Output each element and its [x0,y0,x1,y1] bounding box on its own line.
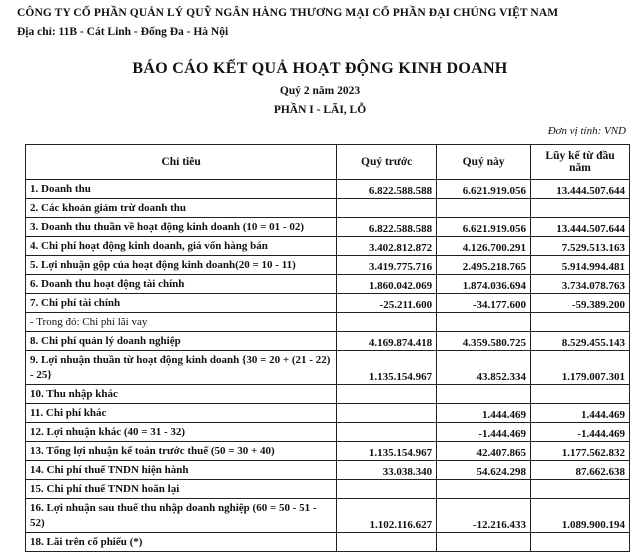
company-name: CÔNG TY CỔ PHẦN QUẢN LÝ QUỸ NGÂN HÀNG THƯƠNG MẠI CỔ PHẦN ĐẠI CHÚNG VIỆT NAM [17,7,559,19]
year-to-date-value: 7.529.513.163 [531,237,630,256]
table-row [26,237,630,256]
year-to-date-value: 5.914.994.481 [531,256,630,275]
row-label: 4. Chi phí hoạt động kinh doanh, giá vốn hàng bán [26,237,337,256]
previous-quarter-value [337,423,437,442]
previous-quarter-value [337,199,437,218]
row-label: - Trong đó: Chi phí lãi vay [26,313,337,332]
year-to-date-value: 13.444.507.644 [531,218,630,237]
row-label: 11. Chi phí khác [26,404,337,423]
year-to-date-value: -1.444.469 [531,423,630,442]
table-row [26,461,630,480]
table-row [26,480,630,499]
table-row [26,385,630,404]
previous-quarter-value [337,313,437,332]
table-row [26,294,630,313]
previous-quarter-value: 1.135.154.967 [337,351,437,385]
year-to-date-value: 87.662.638 [531,461,630,480]
table-row [26,533,630,552]
row-label: 1. Doanh thu [26,180,337,199]
year-to-date-value [531,480,630,499]
previous-quarter-value: 6.822.588.588 [337,180,437,199]
previous-quarter-value: 1.102.116.627 [337,499,437,533]
column-header-year-to-date: Lũy kế từ đầu năm [531,145,630,180]
row-label: 6. Doanh thu hoạt động tài chính [26,275,337,294]
this-quarter-value [437,199,531,218]
table-row [26,256,630,275]
year-to-date-value: 3.734.078.763 [531,275,630,294]
column-header-previous-quarter: Quý trước [337,145,437,180]
previous-quarter-value: 6.822.588.588 [337,218,437,237]
this-quarter-value [437,385,531,404]
this-quarter-value: 2.495.218.765 [437,256,531,275]
report-section: PHẦN I - LÃI, LỖ [273,104,367,116]
previous-quarter-value: 33.038.340 [337,461,437,480]
this-quarter-value [437,313,531,332]
row-label: 16. Lợi nhuận sau thuế thu nhập doanh nghiệp (60 = 50 - 51 - 52) [26,499,337,533]
table-row [26,442,630,461]
year-to-date-value [531,385,630,404]
previous-quarter-value [337,404,437,423]
year-to-date-value [531,199,630,218]
row-label: 8. Chi phí quản lý doanh nghiệp [26,332,337,351]
row-label: 9. Lợi nhuận thuần từ hoạt động kinh doanh {30 = 20 + (21 - 22) - 25} [26,351,337,385]
table-body [26,180,630,552]
income-statement-table [25,144,630,552]
previous-quarter-value [337,533,437,552]
year-to-date-value: 1.089.900.194 [531,499,630,533]
row-label: 2. Các khoản giảm trừ doanh thu [26,199,337,218]
this-quarter-value: 4.359.580.725 [437,332,531,351]
this-quarter-value [437,533,531,552]
row-label: 18. Lãi trên cổ phiếu (*) [26,533,337,552]
this-quarter-value: 54.624.298 [437,461,531,480]
this-quarter-value: -34.177.600 [437,294,531,313]
report-title: BÁO CÁO KẾT QUẢ HOẠT ĐỘNG KINH DOANH [132,60,508,77]
table-row [26,275,630,294]
year-to-date-value [531,533,630,552]
company-address: Địa chỉ: 11B - Cát Linh - Đống Đa - Hà Nội [17,26,229,38]
this-quarter-value: 1.444.469 [437,404,531,423]
row-label: 5. Lợi nhuận gộp của hoạt động kinh doanh(20 = 10 - 11) [26,256,337,275]
this-quarter-value: 6.621.919.056 [437,180,531,199]
row-label: 3. Doanh thu thuần về hoạt động kinh doanh (10 = 01 - 02) [26,218,337,237]
table-row [26,423,630,442]
year-to-date-value: 1.177.562.832 [531,442,630,461]
previous-quarter-value: 3.419.775.716 [337,256,437,275]
table-row [26,351,630,385]
year-to-date-value: 1.444.469 [531,404,630,423]
table-row [26,404,630,423]
previous-quarter-value: -25.211.600 [337,294,437,313]
report-period: Quý 2 năm 2023 [279,85,361,97]
this-quarter-value: -1.444.469 [437,423,531,442]
previous-quarter-value: 4.169.874.418 [337,332,437,351]
table-header-row [26,145,630,180]
previous-quarter-value: 1.860.042.069 [337,275,437,294]
this-quarter-value: 4.126.700.291 [437,237,531,256]
this-quarter-value [437,480,531,499]
this-quarter-value: -12.216.433 [437,499,531,533]
this-quarter-value: 1.874.036.694 [437,275,531,294]
table-row [26,499,630,533]
table-row [26,313,630,332]
this-quarter-value: 42.407.865 [437,442,531,461]
previous-quarter-value: 3.402.812.872 [337,237,437,256]
year-to-date-value: 1.179.007.301 [531,351,630,385]
table-row [26,199,630,218]
row-label: 7. Chi phí tài chính [26,294,337,313]
table-row [26,332,630,351]
row-label: 14. Chi phí thuế TNDN hiện hành [26,461,337,480]
row-label: 15. Chi phí thuế TNDN hoãn lại [26,480,337,499]
row-label: 13. Tổng lợi nhuận kế toán trước thuế (50 = 30 + 40) [26,442,337,461]
table-row [26,218,630,237]
year-to-date-value: 8.529.455.143 [531,332,630,351]
currency-unit: Đơn vị tính: VND [547,125,626,137]
row-label: 12. Lợi nhuận khác (40 = 31 - 32) [26,423,337,442]
previous-quarter-value [337,385,437,404]
previous-quarter-value [337,480,437,499]
year-to-date-value [531,313,630,332]
this-quarter-value: 6.621.919.056 [437,218,531,237]
year-to-date-value: 13.444.507.644 [531,180,630,199]
this-quarter-value: 43.852.334 [437,351,531,385]
previous-quarter-value: 1.135.154.967 [337,442,437,461]
year-to-date-value: -59.389.200 [531,294,630,313]
column-header-this-quarter: Quý này [437,145,531,180]
table-row [26,180,630,199]
column-header-item: Chỉ tiêu [26,145,337,180]
row-label: 10. Thu nhập khác [26,385,337,404]
